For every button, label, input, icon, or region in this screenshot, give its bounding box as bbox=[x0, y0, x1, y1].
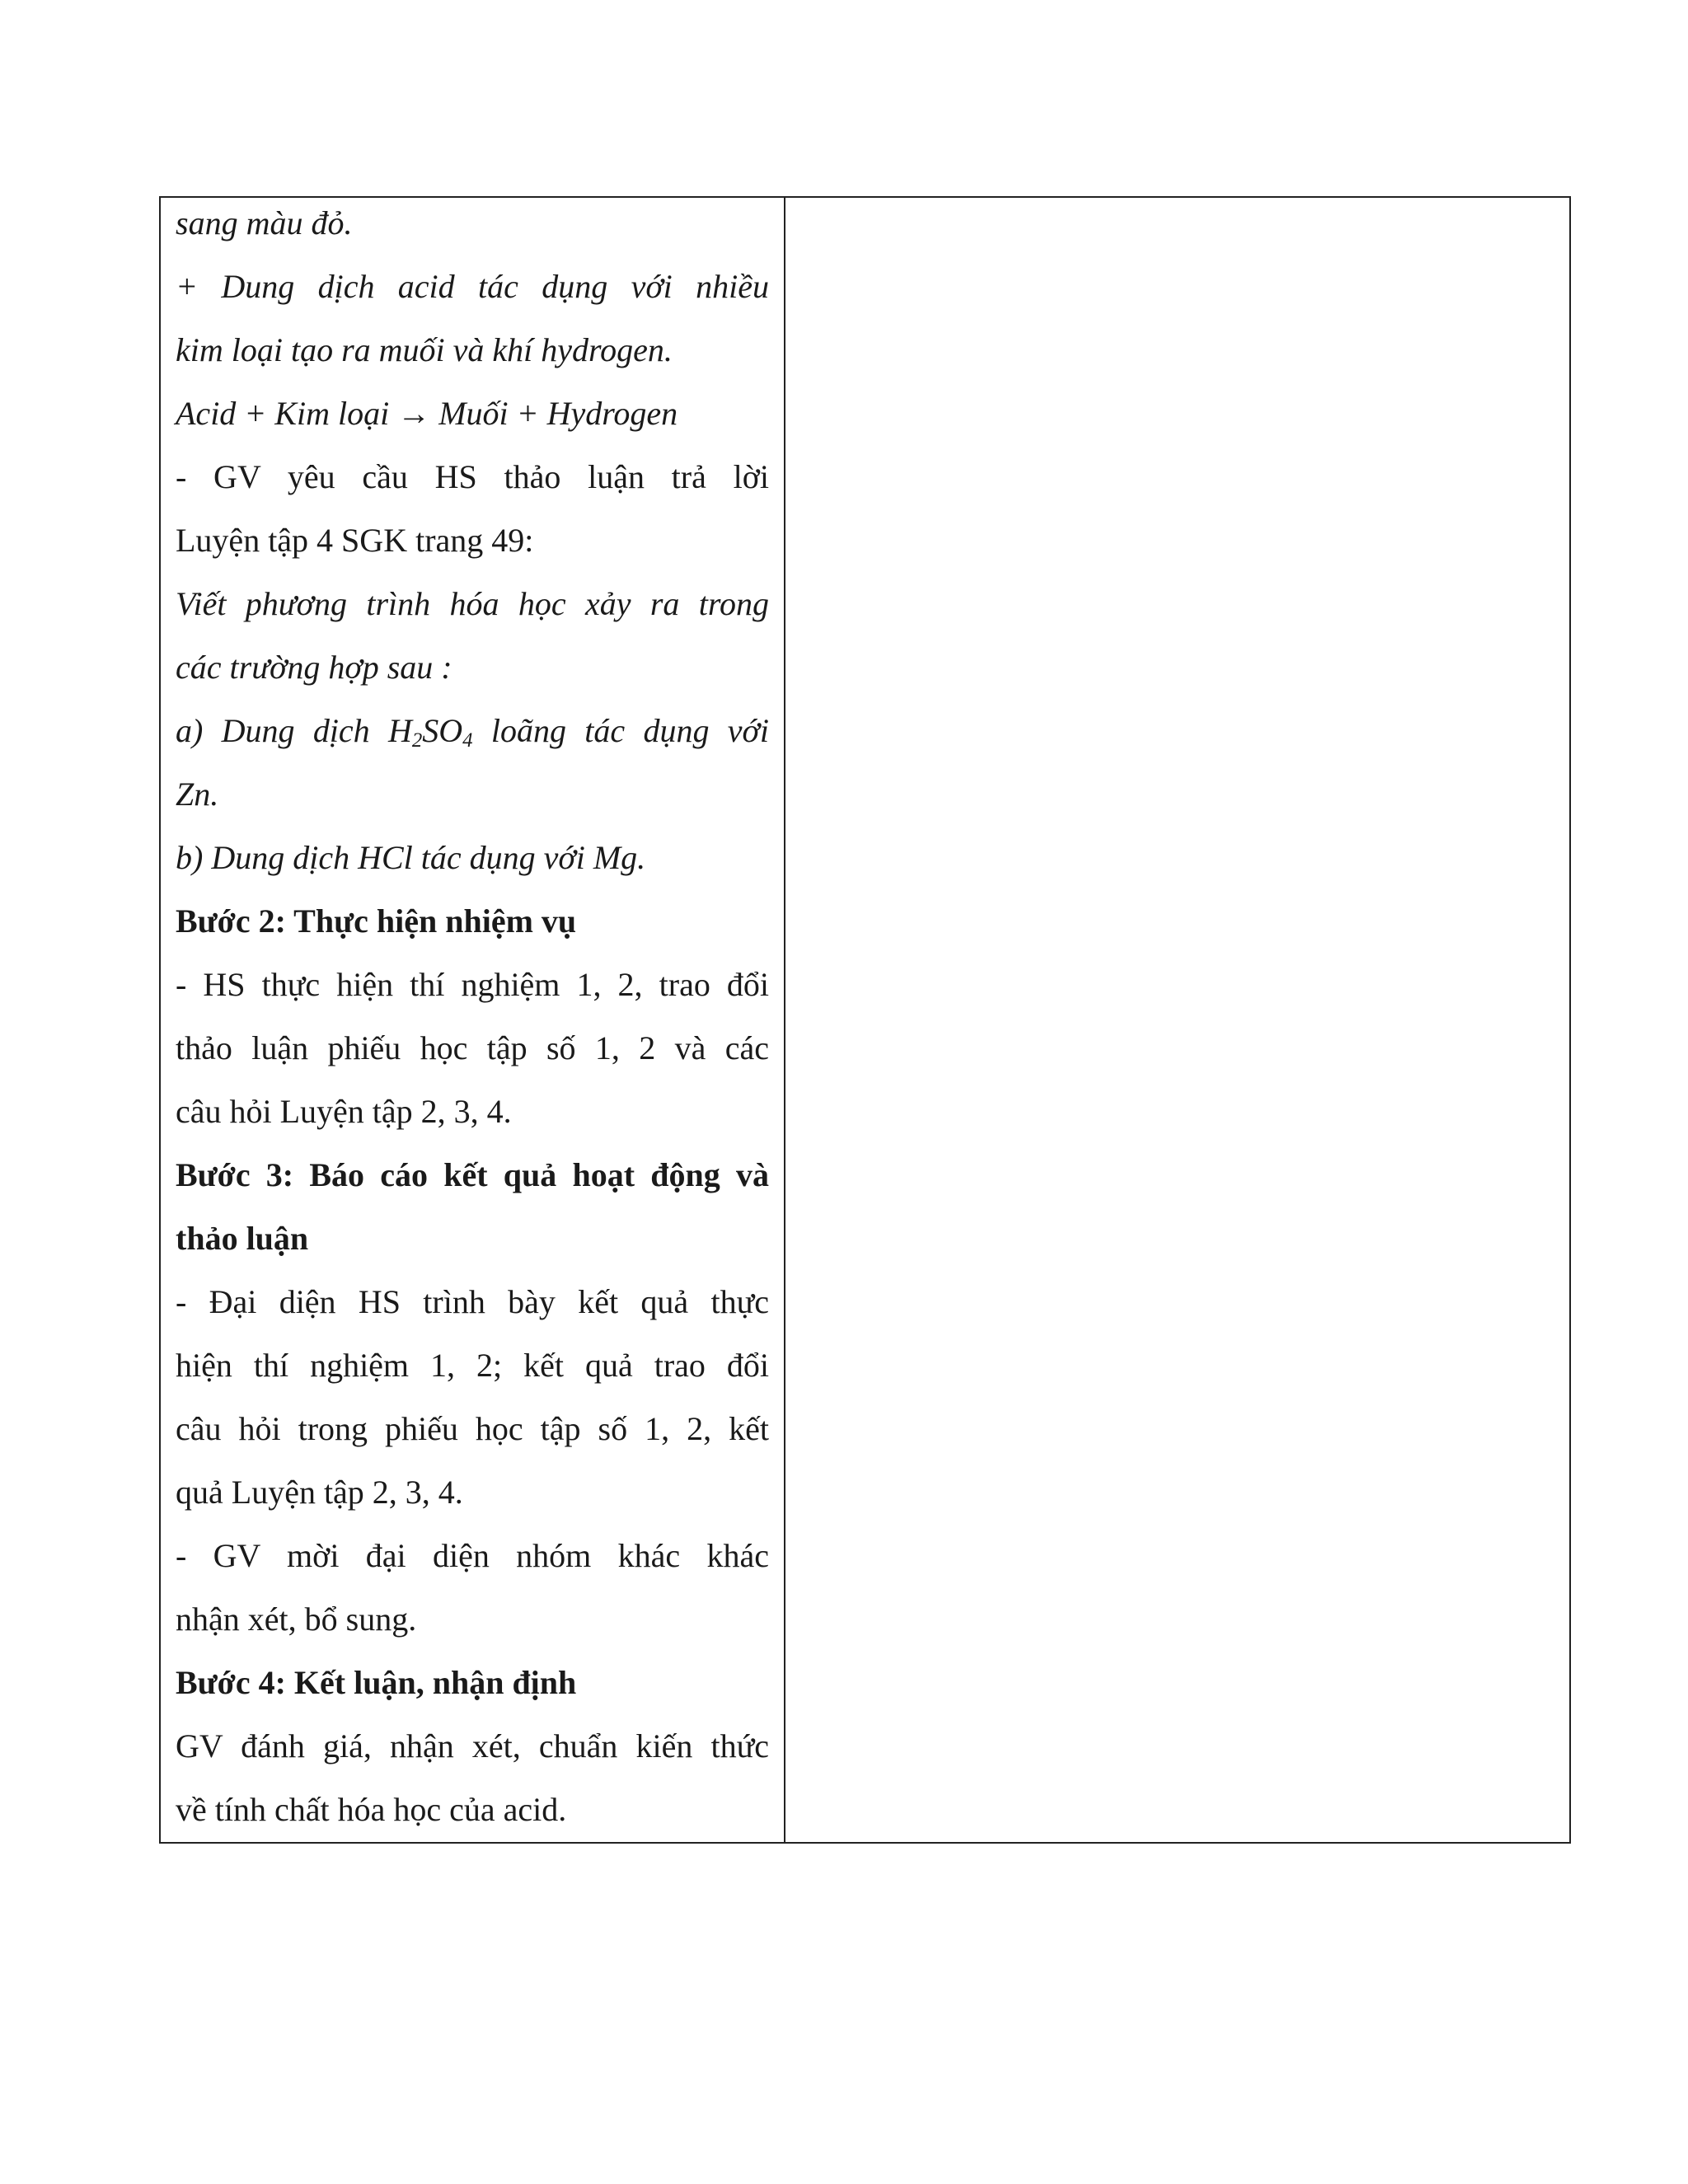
text-line: sang màu đỏ. bbox=[176, 204, 353, 241]
text-line: về tính chất hóa học của acid. bbox=[176, 1791, 567, 1828]
exercise-a-part2: SO bbox=[422, 712, 463, 749]
text-line: Luyện tập 4 SGK trang 49: bbox=[176, 522, 534, 559]
exercise-b-line: b) Dung dịch HCl tác dụng với Mg. bbox=[176, 839, 646, 876]
text-line: hiện thí nghiệm 1, 2; kết quả trao đổi bbox=[176, 1347, 769, 1384]
text-line: GV đánh giá, nhận xét, chuẩn kiến thức bbox=[176, 1727, 769, 1765]
teacher-activity-cell bbox=[160, 197, 785, 1843]
exercise-a-part1: a) Dung dịch H bbox=[176, 712, 412, 749]
step-3-heading-cont: thảo luận bbox=[176, 1220, 309, 1257]
reaction-equation: Acid + Kim loại → Muối + Hydrogen bbox=[176, 395, 678, 432]
exercise-a-line bbox=[176, 699, 769, 762]
text-line: nhận xét, bổ sung. bbox=[176, 1601, 417, 1638]
text-line: kim loại tạo ra muối và khí hydrogen. bbox=[176, 331, 673, 368]
subscript-2: 2 bbox=[411, 729, 423, 752]
text-line: thảo luận phiếu học tập số 1, 2 và các bbox=[176, 1029, 769, 1066]
activity-table bbox=[159, 196, 1571, 1844]
step-2-heading: Bước 2: Thực hiện nhiệm vụ bbox=[176, 902, 577, 940]
expected-result-cell bbox=[785, 197, 1570, 1843]
text-line: + Dung dịch acid tác dụng với nhiều bbox=[176, 268, 769, 305]
text-line: - GV yêu cầu HS thảo luận trả lời bbox=[176, 458, 769, 495]
cell-content bbox=[161, 191, 784, 1841]
table-row bbox=[160, 197, 1570, 1843]
text-line: câu hỏi trong phiếu học tập số 1, 2, kết bbox=[176, 1410, 769, 1447]
subscript-4: 4 bbox=[462, 729, 473, 752]
exercise-a-part3: loãng tác dụng với bbox=[472, 712, 769, 749]
text-line: - GV mời đại diện nhóm khác khác bbox=[176, 1537, 769, 1574]
text-line: câu hỏi Luyện tập 2, 3, 4. bbox=[176, 1093, 512, 1130]
text-line: - HS thực hiện thí nghiệm 1, 2, trao đổi bbox=[176, 966, 769, 1003]
text-line: - Đại diện HS trình bày kết quả thực bbox=[176, 1283, 769, 1320]
text-line: Viết phương trình hóa học xảy ra trong bbox=[176, 585, 769, 622]
text-line: Zn. bbox=[176, 776, 219, 813]
text-line: quả Luyện tập 2, 3, 4. bbox=[176, 1474, 463, 1511]
text-line: các trường hợp sau : bbox=[176, 649, 452, 686]
step-3-heading: Bước 3: Báo cáo kết quả hoạt động và bbox=[176, 1156, 769, 1193]
step-4-heading: Bước 4: Kết luận, nhận định bbox=[176, 1664, 577, 1701]
